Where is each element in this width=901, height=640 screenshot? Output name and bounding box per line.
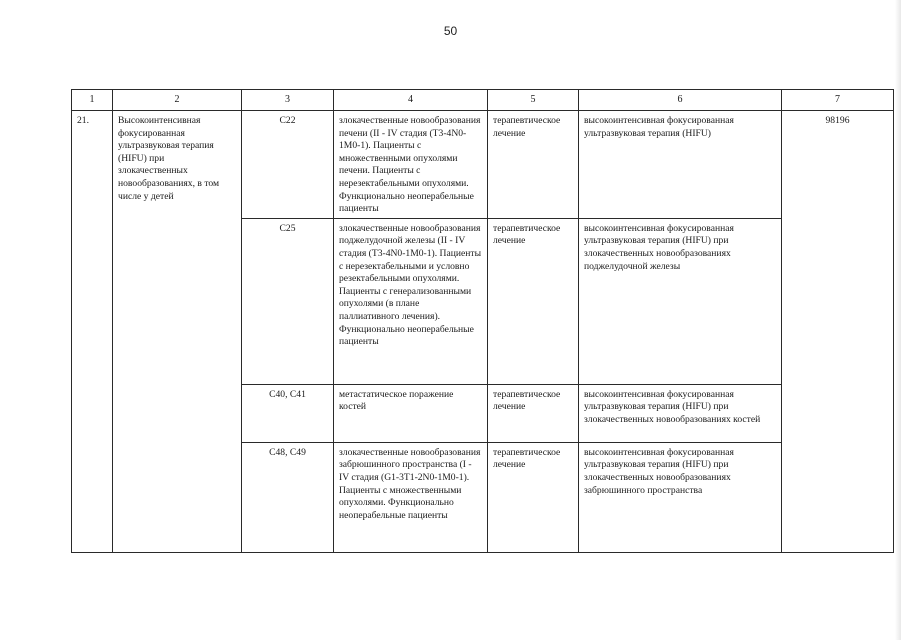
header-col-2: 2 [113, 90, 242, 111]
patient-model: злокачественные новообразования поджелудочной железы (II - IV стадия (T3-4N0-1M0-1). Пациенты с нерезектабельными и условно резектабельными опухолями. Пациенты с генерализованными опухолями (в плане паллиативного лечения). Функционально неоперабельные пациенты [339, 222, 482, 348]
table-row [72, 111, 894, 219]
treatment-table [71, 89, 894, 553]
model-cell [334, 111, 488, 219]
cost-value: 98196 [825, 115, 850, 126]
header-row [72, 90, 894, 111]
icd-code: C25 [279, 222, 296, 234]
treatment-method: высокоинтенсивная фокусированная ультразвуковая терапия (HIFU) [584, 115, 734, 139]
method-cell [579, 442, 782, 552]
treatment-type: терапевтическое лечение [493, 222, 561, 247]
header-col-6: 6 [579, 90, 782, 111]
header-col-5: 5 [488, 90, 579, 111]
icd-code: C48, C49 [269, 446, 306, 458]
treatment-type: терапевтическое лечение [493, 115, 561, 139]
header-col-1: 1 [72, 90, 113, 111]
group-name-cell [113, 111, 242, 553]
treatment-cell [488, 384, 579, 442]
treatment-cell [488, 442, 579, 552]
code-cell [242, 384, 334, 442]
patient-model: злокачественные новообразования печени (II - IV стадия (T3-4N0-1M0-1). Пациенты с множественными опухолями печени. Пациенты с нерезектабельными опухолями. Функционально неоперабельные пациенты [339, 115, 481, 215]
model-cell [334, 384, 488, 442]
icd-code: C22 [279, 115, 296, 126]
treatment-cell [488, 111, 579, 219]
group-number: 21. [77, 115, 89, 126]
patient-model: метастатическое поражение костей [339, 388, 454, 413]
icd-code: C40, C41 [269, 388, 306, 400]
treatment-type: терапевтическое лечение [493, 388, 561, 413]
cost-cell [782, 111, 894, 553]
treatment-cell [488, 218, 579, 384]
code-cell [242, 111, 334, 219]
code-cell [242, 442, 334, 552]
header-col-4: 4 [334, 90, 488, 111]
model-cell [334, 218, 488, 384]
group-number-cell [72, 111, 113, 553]
model-cell [334, 442, 488, 552]
header-col-7: 7 [782, 90, 894, 111]
treatment-type: терапевтическое лечение [493, 446, 561, 471]
treatment-method: высокоинтенсивная фокусированная ультразвуковая терапия (HIFU) при злокачественных новообразованиях костей [584, 388, 761, 425]
scan-edge-shadow [895, 0, 901, 640]
code-cell [242, 218, 334, 384]
patient-model: злокачественные новообразования забрюшинного пространства (I - IV стадия (G1-3T1-2N0-1M0-1). Пациенты с множественными опухолями. Функционально неоперабельные пациенты [339, 446, 481, 521]
treatment-method: высокоинтенсивная фокусированная ультразвуковая терапия (HIFU) при злокачественных новообразованиях поджелудочной железы [584, 222, 734, 272]
method-cell [579, 384, 782, 442]
treatment-method: высокоинтенсивная фокусированная ультразвуковая терапия (HIFU) при злокачественных новообразованиях забрюшинного пространства [584, 446, 734, 496]
method-cell [579, 218, 782, 384]
method-cell [579, 111, 782, 219]
group-name: Высокоинтенсивная фокусированная ультразвуковая терапия (HIFU) при злокачественных новообразованиях, в том числе у детей [118, 115, 220, 202]
header-col-3: 3 [242, 90, 334, 111]
page-number: 50 [443, 24, 458, 38]
